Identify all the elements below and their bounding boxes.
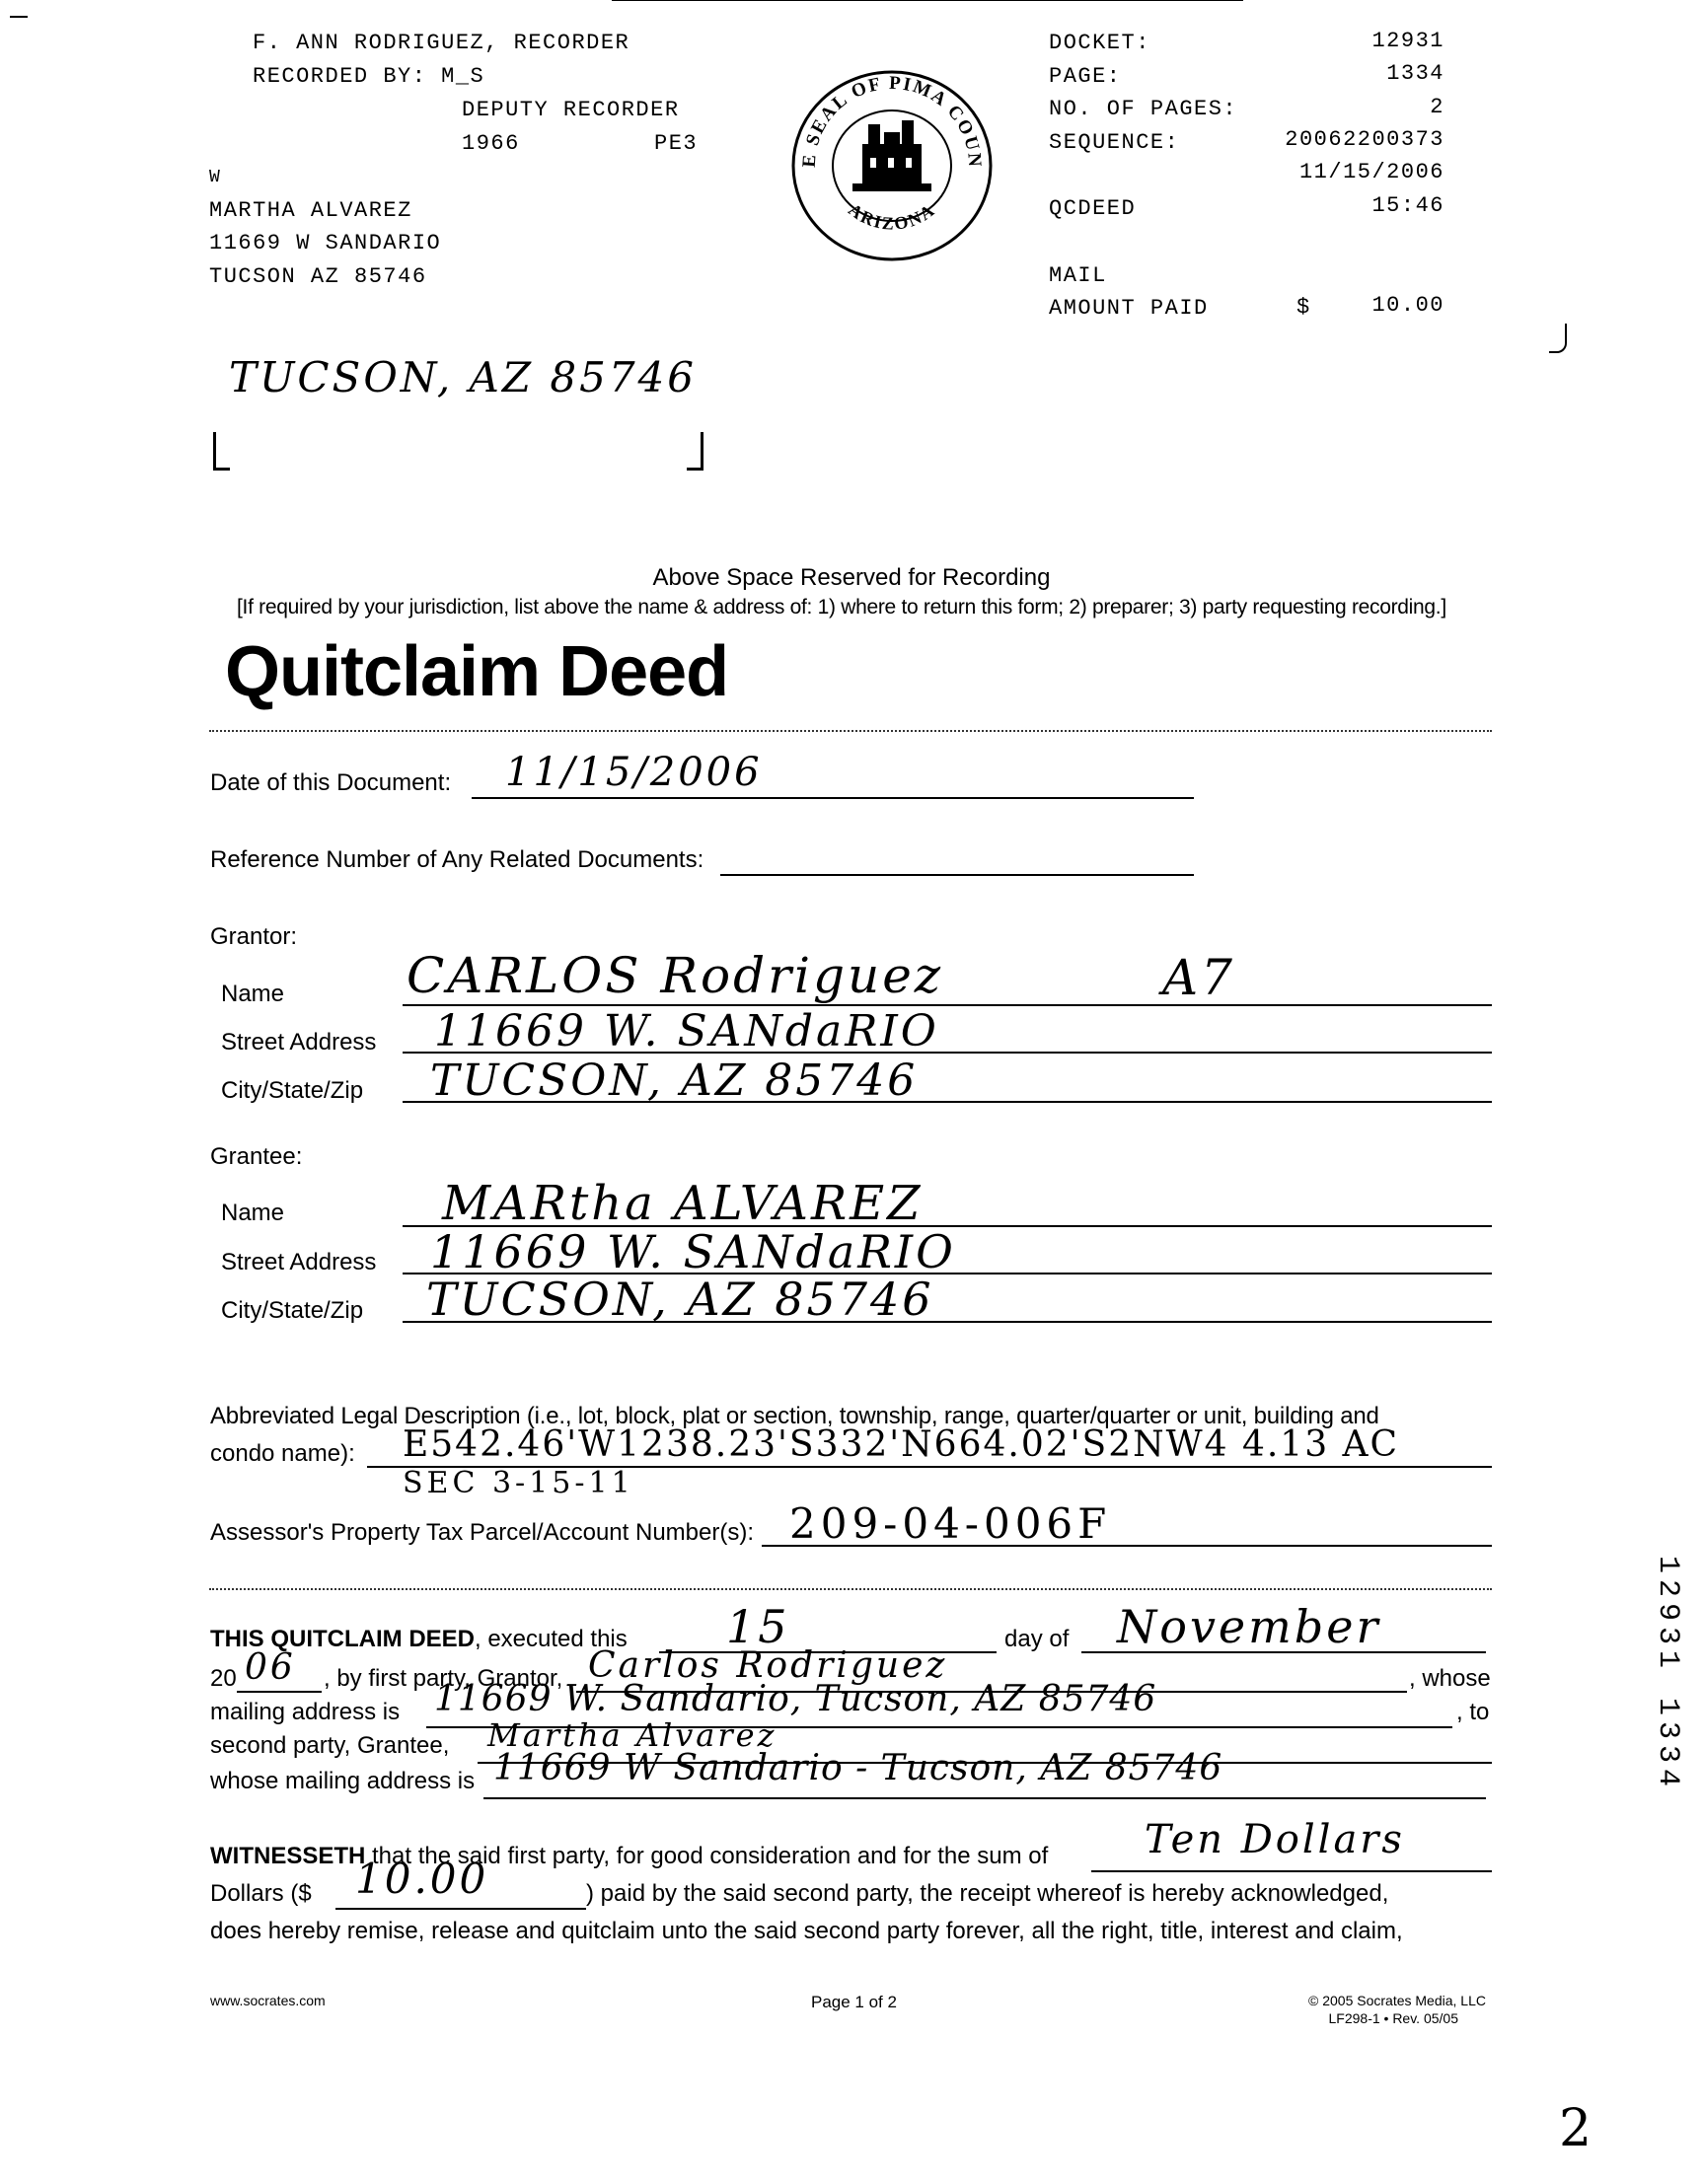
top-rule: [612, 0, 1243, 1]
condo-name-label: condo name):: [210, 1440, 355, 1467]
grantor-city-value: TUCSON, AZ 85746: [430, 1056, 919, 1106]
year-line: [237, 1691, 322, 1693]
seal-top-text: E SEAL OF PIMA COUN: [798, 72, 986, 170]
remise-text: does hereby remise, release and quitclaim unto the said second party forever, all the right, title, interest and claim,: [210, 1918, 1403, 1944]
deputy-recorder: DEPUTY RECORDER: [462, 98, 680, 122]
dollars-value: 10.00: [355, 1855, 489, 1903]
execution-month-line: [1081, 1651, 1486, 1653]
execution-day-value: 15: [726, 1600, 790, 1653]
recorder-code-1: 1966: [462, 131, 520, 156]
day-of-label: day of: [1004, 1626, 1070, 1652]
whose-mailing-label: whose mailing address is: [210, 1768, 476, 1794]
seal-building-icon: [852, 120, 931, 191]
grantor-name-extra: A7: [1162, 949, 1235, 1006]
grantee-street-label: Street Address: [221, 1249, 377, 1275]
window-corner-right: [687, 432, 703, 471]
to-label: , to: [1456, 1699, 1490, 1725]
grantor-text: , by first party, Grantor,: [324, 1665, 563, 1692]
page-label: PAGE:: [1049, 64, 1122, 89]
year-prefix: 20: [210, 1665, 237, 1692]
grantor-street-line: [403, 1052, 1492, 1054]
dollars-line: [335, 1908, 586, 1910]
reserved-space-title: Above Space Reserved for Recording: [652, 564, 1051, 591]
pages-label: NO. OF PAGES:: [1049, 97, 1238, 121]
grantee-city-line: [403, 1321, 1492, 1323]
amount-paid-value: 10.00: [1371, 293, 1444, 318]
legal-description-label: Abbreviated Legal Description (i.e., lot, block, plat or section, township, range, quarter/quarter or unit, building and: [210, 1403, 1379, 1429]
handwritten-page-number: 2: [1559, 2099, 1595, 2158]
grantee-street-value: 11669 W. SANdaRIO: [430, 1225, 956, 1278]
recorder-name: F. ANN RODRIGUEZ, RECORDER: [253, 31, 630, 55]
amount-paid-label: AMOUNT PAID: [1049, 296, 1209, 321]
second-party-value: Martha Alvarez: [487, 1716, 777, 1754]
legal-description-value-2: SEC 3-15-11: [403, 1466, 634, 1500]
docket-label: DOCKET:: [1049, 31, 1150, 55]
execution-month-value: November: [1117, 1600, 1381, 1653]
form-title: Quitclaim Deed: [225, 632, 729, 711]
currency-symbol: $: [1296, 295, 1311, 320]
recorded-date: 11/15/2006: [1298, 160, 1444, 184]
deed-intro-bold: THIS QUITCLAIM DEED: [210, 1626, 475, 1652]
grantor-heading: Grantor:: [210, 923, 298, 950]
mail-label: MAIL: [1049, 263, 1107, 288]
recorder-code-2: PE3: [654, 131, 699, 156]
legal-description-value: E542.46'W1238.23'S332'N664.02'S2NW4 4.13 AC: [403, 1424, 1400, 1465]
witnesseth-bold: WITNESSETH: [210, 1843, 366, 1869]
grantor-city-label: City/State/Zip: [221, 1077, 364, 1104]
window-corner-left: [213, 432, 230, 471]
date-value: 11/15/2006: [505, 750, 763, 795]
handwritten-return-address: TUCSON, AZ 85746: [229, 353, 697, 401]
legal-divider: [209, 1588, 1492, 1590]
reference-line: [720, 874, 1194, 876]
mailing-label: mailing address is: [210, 1699, 401, 1725]
seal-bottom-text: ARIZONA: [845, 199, 939, 234]
parcel-number-label: Assessor's Property Tax Parcel/Account Number(s):: [210, 1519, 754, 1546]
return-address-street: 11669 W SANDARIO: [209, 231, 442, 255]
whose-label: , whose: [1409, 1665, 1491, 1692]
grantor-name-label: Name: [221, 981, 285, 1007]
reserved-space-note: [If required by your jurisdiction, list above the name & address of: 1) where to return this form; 2) preparer; 3) party requesting recording.]: [237, 596, 1446, 619]
footer-form-id: LF298-1 • Rev. 05/05: [1328, 2010, 1458, 2026]
document-type: QCDEED: [1049, 196, 1137, 221]
grantor-city-line: [403, 1101, 1492, 1103]
footer-copyright: © 2005 Socrates Media, LLC: [1308, 1993, 1486, 2008]
witnesseth-line: [210, 1843, 1048, 1870]
docket-value: 12931: [1371, 29, 1444, 53]
page-value: 1334: [1386, 61, 1444, 86]
mailing-value: 11669 W. Sandario, Tucson, AZ 85746: [434, 1679, 1157, 1719]
grantor-street-label: Street Address: [221, 1029, 377, 1056]
sequence-label: SEQUENCE:: [1049, 130, 1180, 155]
whose-mailing-value: 11669 W Sandario - Tucson, AZ 85746: [493, 1748, 1223, 1788]
title-divider: [209, 730, 1492, 732]
grantee-heading: Grantee:: [210, 1143, 303, 1170]
recorded-time: 15:46: [1371, 193, 1444, 218]
sum-words-line: [1091, 1870, 1492, 1872]
return-address-city: TUCSON AZ 85746: [209, 264, 427, 289]
grantee-city-value: TUCSON, AZ 85746: [426, 1273, 934, 1326]
sum-words-value: Ten Dollars: [1145, 1817, 1405, 1862]
footer-page: Page 1 of 2: [811, 1993, 897, 2011]
pima-county-seal: [785, 67, 999, 264]
witnesseth-rest: that the said first party, for good consideration and for the sum of: [365, 1843, 1049, 1869]
bracket-mark: [1549, 324, 1567, 353]
svg-text:ARIZONA: [845, 199, 938, 234]
second-party-label: second party, Grantee,: [210, 1732, 450, 1759]
dollars-label: Dollars ($: [210, 1880, 312, 1907]
date-label: Date of this Document:: [210, 769, 452, 796]
margin-stamp: 12931 1334: [1651, 1556, 1684, 1793]
footer-website: www.socrates.com: [210, 1993, 326, 2008]
parcel-number-value: 209-04-006F: [789, 1499, 1112, 1548]
grantor-body-value: Carlos Rodriguez: [588, 1645, 948, 1686]
grantee-city-label: City/State/Zip: [221, 1297, 364, 1324]
date-line: [472, 797, 1194, 799]
paid-text: ) paid by the said second party, the receipt whereof is hereby acknowledged,: [586, 1880, 1389, 1907]
grantee-name-value: MARtha ALVAREZ: [442, 1176, 924, 1231]
grantor-name-value: CARLOS Rodriguez: [407, 947, 944, 1004]
deed-intro-rest: , executed this: [475, 1626, 628, 1652]
recorder-flag: W: [209, 168, 222, 187]
recorded-by: RECORDED BY: M_S: [253, 64, 485, 89]
grantee-name-label: Name: [221, 1200, 285, 1226]
parcel-number-line: [762, 1545, 1492, 1547]
corner-mark: [10, 16, 28, 18]
whose-mailing-line: [483, 1797, 1486, 1799]
year-value: 06: [245, 1647, 296, 1688]
grantor-street-value: 11669 W. SANdaRIO: [434, 1006, 939, 1056]
return-address-name: MARTHA ALVAREZ: [209, 198, 412, 223]
reference-label: Reference Number of Any Related Documents:: [210, 846, 704, 873]
pages-value: 2: [1430, 95, 1444, 119]
sequence-value: 20062200373: [1285, 127, 1444, 152]
